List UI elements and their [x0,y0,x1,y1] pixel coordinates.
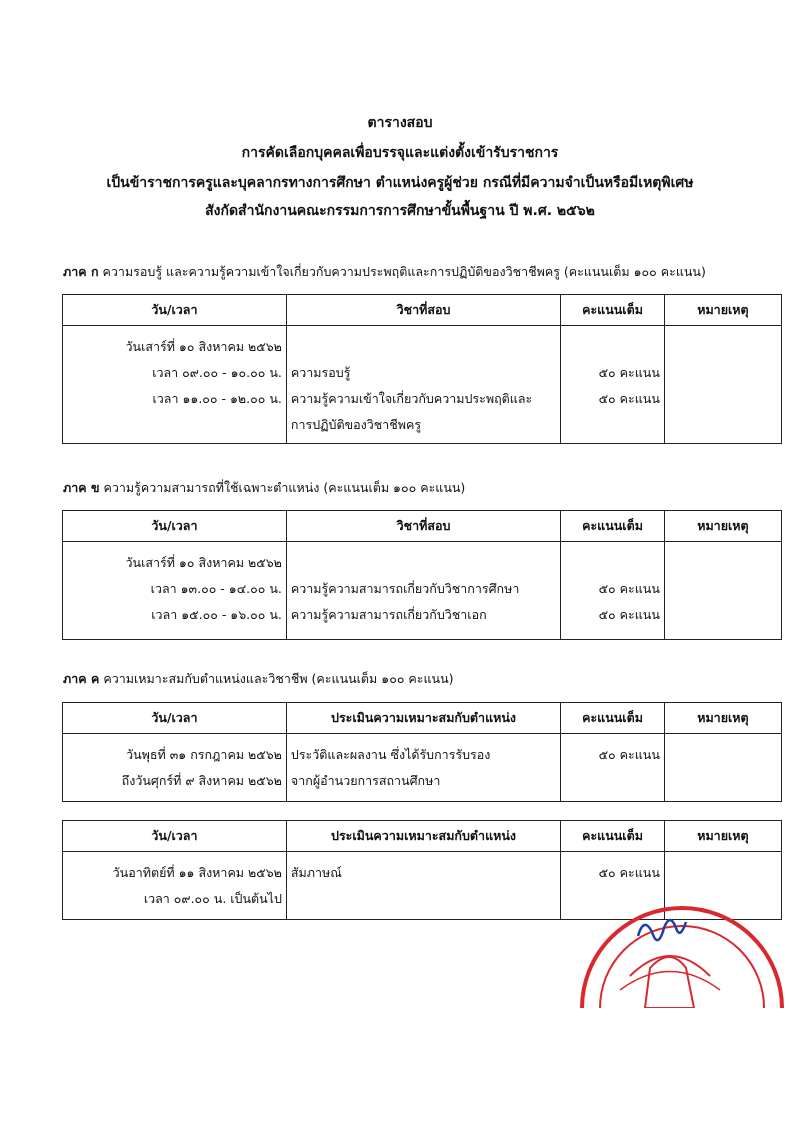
col-header-subject: วิชาที่สอบ [286,295,560,326]
table-header-row [63,821,782,852]
part-a-table [62,294,782,444]
subject-2b: การปฏิบัติของวิชาชีพครู [290,417,422,432]
subtitle-line-2: เป็นข้าราชการครูและบุคลากรทางการศึกษา ตำแหน่งครูผู้ช่วย กรณีที่มีความจำเป็นหรือมีเหตุพิเศษ [106,175,694,191]
score-2: ๕๐ คะแนน [598,391,660,406]
score-2: ๕๐ คะแนน [598,607,660,622]
col-header-score: คะแนนเต็ม [561,511,665,542]
col-header-assessment: ประเมินความเหมาะสมกับตำแหน่ง [286,703,560,734]
datetime-cell [63,326,287,444]
stamp-seal [582,908,782,1008]
part-b-heading [63,478,465,498]
part-c-description: ความเหมาะสมกับตำแหน่งและวิชาชีพ (คะแนนเต็ม ๑๐๐ คะแนน) [103,671,454,686]
exam-date: วันเสาร์ที่ ๑๐ สิงหาคม ๒๕๖๒ [125,339,282,354]
subject-1: ความรู้ความสามารถเกี่ยวกับวิชาการศึกษา [290,581,520,596]
score-1: ๕๐ คะแนน [598,365,660,380]
remark-cell [664,734,781,802]
part-c-table [62,702,782,802]
exam-time-2: เวลา ๑๕.๐๐ - ๑๖.๐๐ น. [151,607,282,622]
table-header-row [63,703,782,734]
score-1: ๕๐ คะแนน [598,581,660,596]
subject-cell [286,326,560,444]
col-header-remark: หมายเหตุ [664,821,781,852]
exam-time-2: เวลา ๑๑.๐๐ - ๑๒.๐๐ น. [152,391,282,406]
part-b-table [62,510,782,640]
col-header-remark: หมายเหตุ [664,295,781,326]
part-b-label: ภาค ข [63,480,100,495]
col-header-subject: วิชาที่สอบ [286,511,560,542]
score-cell [561,326,665,444]
exam-time-1: เวลา ๑๓.๐๐ - ๑๔.๐๐ น. [150,581,282,596]
assessment-item: สัมภาษณ์ [290,865,342,880]
col-header-datetime: วัน/เวลา [63,295,287,326]
table-row [63,734,782,802]
page-title: ตารางสอบ [367,115,433,131]
exam-date: วันเสาร์ที่ ๑๐ สิงหาคม ๒๕๖๒ [125,555,282,570]
subject-2a: ความรู้ความเข้าใจเกี่ยวกับความประพฤติและ [290,391,533,406]
score-cell [561,542,665,640]
subtitle-line-1: การคัดเลือกบุคคลเพื่อบรรจุและแต่งตั้งเข้ารับราชการ [241,145,559,161]
datetime-cell [63,852,287,920]
garuda-emblem-icon [645,957,694,1008]
signature-scribble [638,920,686,940]
period-end: ถึงวันศุกร์ที่ ๙ สิงหาคม ๒๕๖๒ [121,773,282,788]
score-cell [561,734,665,802]
part-a-description: ความรอบรู้ และความรู้ความเข้าใจเกี่ยวกับความประพฤติและการปฏิบัติของวิชาชีพครู (คะแนนเต็ม ๑๐๐ คะแนน) [102,264,706,279]
subject-1: ความรอบรู้ [290,365,351,380]
interview-time: เวลา ๐๙.๐๐ น. เป็นต้นไป [143,891,282,906]
table-header-row [63,295,782,326]
part-c-heading [63,669,454,689]
col-header-datetime: วัน/เวลา [63,821,287,852]
score: ๕๐ คะแนน [598,865,660,880]
part-a-label: ภาค ก [63,264,99,279]
assessment-item-2: จากผู้อำนวยการสถานศึกษา [290,773,441,788]
assessment-cell [286,734,560,802]
table-header-row [63,511,782,542]
period-start: วันพุธที่ ๓๑ กรกฎาคม ๒๕๖๒ [126,747,282,762]
datetime-cell [63,734,287,802]
remark-cell [664,326,781,444]
official-stamp [560,858,784,1008]
assessment-item-1: ประวัติและผลงาน ซึ่งได้รับการรับรอง [290,747,491,762]
col-header-assessment: ประเมินความเหมาะสมกับตำแหน่ง [286,821,560,852]
assessment-cell [286,852,560,920]
col-header-score: คะแนนเต็ม [561,295,665,326]
datetime-cell [63,542,287,640]
col-header-remark: หมายเหตุ [664,511,781,542]
table-row [63,542,782,640]
col-header-score: คะแนนเต็ม [561,821,665,852]
col-header-datetime: วัน/เวลา [63,703,287,734]
interview-date: วันอาทิตย์ที่ ๑๑ สิงหาคม ๒๕๖๒ [112,865,282,880]
subject-cell [286,542,560,640]
score: ๕๐ คะแนน [598,747,660,762]
table-row [63,326,782,444]
subtitle-line-3: สังกัดสำนักงานคณะกรรมการการศึกษาขั้นพื้นฐาน ปี พ.ศ. ๒๕๖๒ [205,203,595,219]
exam-time-1: เวลา ๐๙.๐๐ - ๑๐.๐๐ น. [152,365,282,380]
part-a-heading [63,262,706,282]
part-c-label: ภาค ค [63,671,100,686]
remark-cell [664,542,781,640]
subject-2: ความรู้ความสามารถเกี่ยวกับวิชาเอก [290,607,487,622]
col-header-remark: หมายเหตุ [664,703,781,734]
col-header-datetime: วัน/เวลา [63,511,287,542]
part-b-description: ความรู้ความสามารถที่ใช้เฉพาะตำแหน่ง (คะแนนเต็ม ๑๐๐ คะแนน) [103,480,466,495]
col-header-score: คะแนนเต็ม [561,703,665,734]
